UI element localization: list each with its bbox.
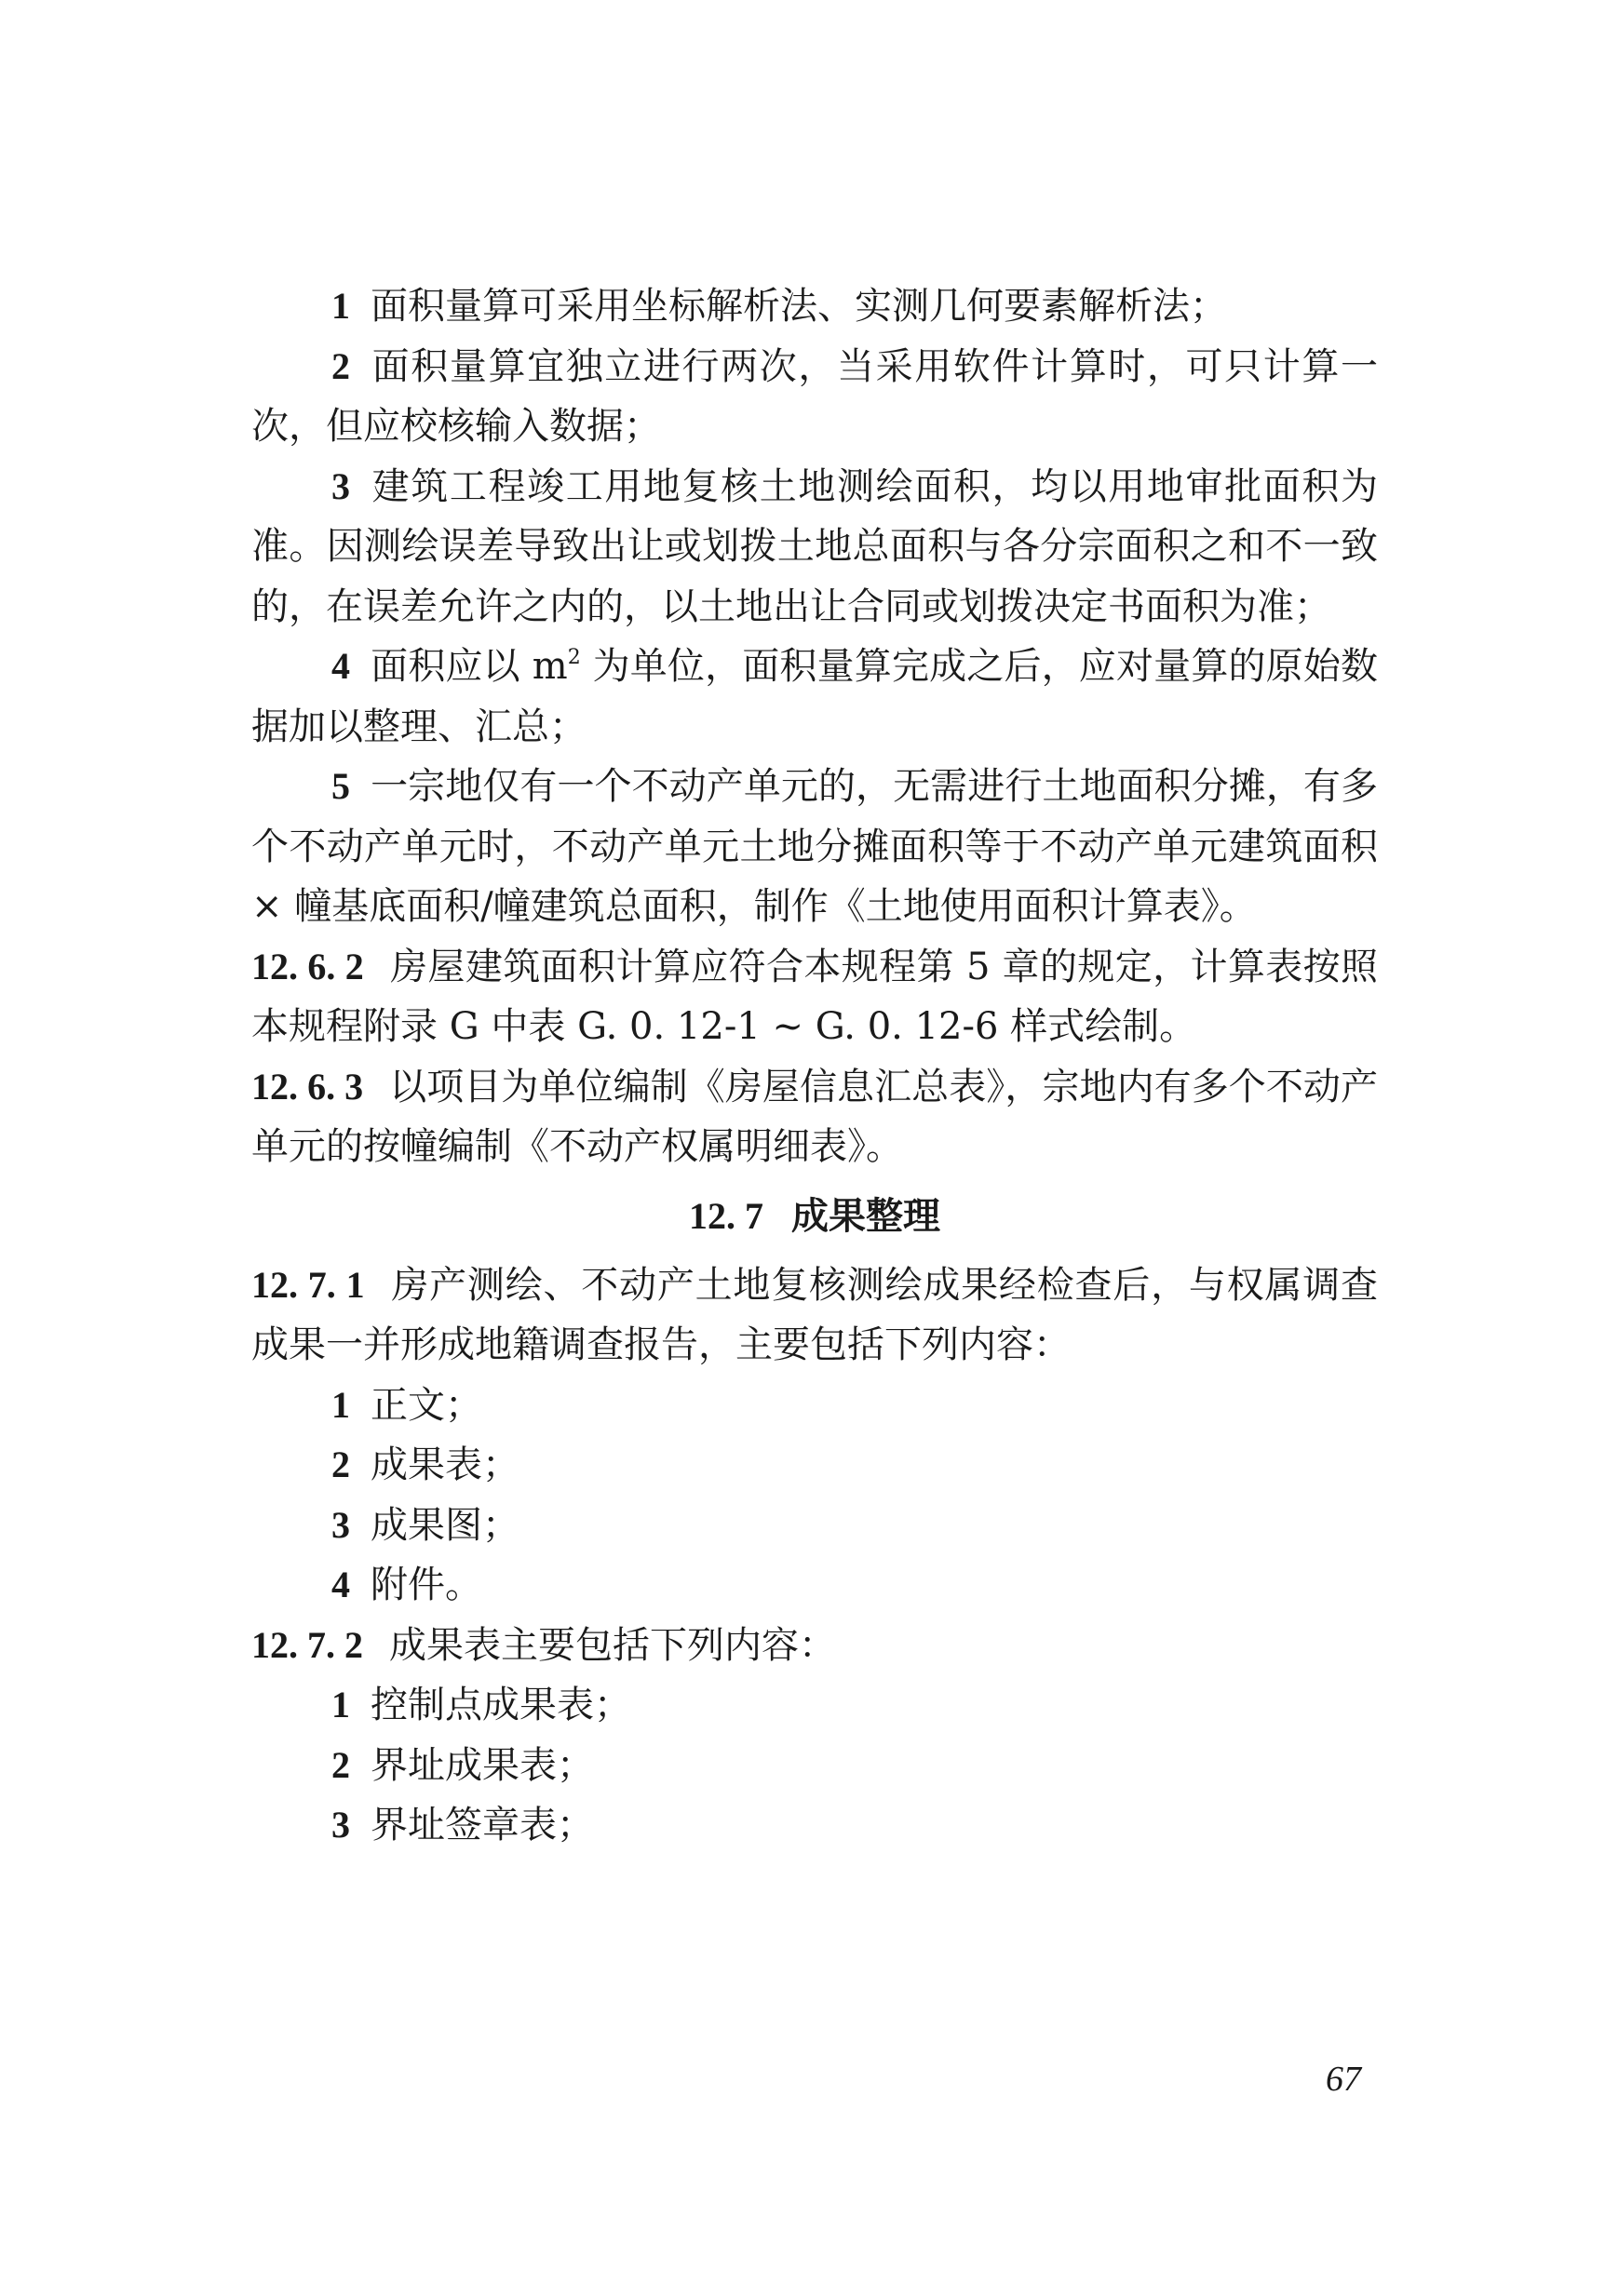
list-item	[251, 1555, 1378, 1616]
list-item	[251, 1675, 1378, 1736]
item-text: 附件。	[371, 1564, 482, 1606]
clause-12-7-2	[251, 1616, 1378, 1676]
clause-number: 12. 7. 2	[251, 1623, 363, 1666]
clause-12-7-1	[251, 1255, 1378, 1376]
item-number: 5	[331, 765, 350, 807]
item-number: 2	[331, 1443, 350, 1485]
item-text: 正文；	[371, 1383, 482, 1427]
superscript: 2	[567, 646, 581, 669]
item-text: 界址签章表；	[371, 1804, 594, 1846]
clause-text: 成果表主要包括下列内容：	[389, 1623, 836, 1667]
list-item	[251, 1795, 1378, 1856]
list-item	[251, 457, 1378, 638]
clause-number: 12. 7. 1	[251, 1263, 365, 1306]
list-item	[251, 276, 1378, 337]
item-number: 3	[331, 1503, 350, 1546]
section-title: 成果整理	[791, 1194, 940, 1238]
item-text: 控制点成果表；	[371, 1684, 631, 1726]
list-item	[251, 757, 1378, 937]
clause-12-6-2	[251, 937, 1378, 1057]
item-number: 1	[331, 1383, 350, 1426]
item-number: 2	[331, 344, 350, 387]
item-text: 成果表；	[371, 1443, 519, 1486]
item-text: 面积应以 m	[371, 645, 568, 688]
clause-12-6-3	[251, 1057, 1378, 1177]
list-item	[251, 337, 1378, 457]
list-item	[251, 1435, 1378, 1496]
item-text: 一宗地仅有一个不动产单元的，无需进行土地面积分摊，有多个不动产单元时，不动产单元土地分摊面积等于不动产单元建筑面积 × 幢基底面积/幢建筑总面积，制作《土地使用面积计算表》。	[251, 765, 1378, 928]
clause-number: 12. 6. 3	[251, 1065, 364, 1108]
item-text: 建筑工程竣工用地复核土地测绘面积，均以用地审批面积为准。因测绘误差导致出让或划拨土地总面积与各分宗面积之和不一致的，在误差允许之内的，以土地出让合同或划拨决定书面积为准；	[251, 464, 1378, 628]
item-number: 4	[331, 1564, 350, 1605]
item-text: 界址成果表；	[371, 1743, 594, 1787]
item-text: 面积量算宜独立进行两次，当采用软件计算时，可只计算一次，但应校核输入数据；	[251, 344, 1378, 448]
clause-text: 以项目为单位编制《房屋信息汇总表》，宗地内有多个不动产单元的按幢编制《不动产权属明细表》。	[251, 1065, 1379, 1168]
list-item	[251, 1736, 1378, 1796]
list-item	[251, 637, 1378, 757]
item-number: 3	[331, 464, 350, 507]
section-number: 12. 7	[689, 1194, 763, 1237]
item-number: 3	[331, 1804, 350, 1846]
document-body	[251, 276, 1378, 1856]
item-text: 成果图；	[371, 1503, 519, 1547]
list-item	[251, 1376, 1378, 1436]
clause-text: 房屋建筑面积计算应符合本规程第 5 章的规定，计算表按照本规程附录 G 中表 G. 0. 12-1 ~ G. 0. 12-6 样式绘制。	[251, 945, 1379, 1048]
item-number: 1	[331, 285, 350, 327]
list-item	[251, 1496, 1378, 1556]
item-number: 4	[331, 645, 350, 687]
item-text: 为单位，面积量算完成之后，应对量算的原始数据加以整理、汇总；	[251, 645, 1378, 748]
clause-number: 12. 6. 2	[251, 945, 364, 987]
item-text: 面积量算可采用坐标解析法、实测几何要素解析法；	[371, 285, 1227, 328]
item-number: 2	[331, 1743, 350, 1786]
clause-text: 房产测绘、不动产土地复核测绘成果经检查后，与权属调查成果一并形成地籍调查报告，主要包括下列内容：	[251, 1263, 1379, 1366]
page-number: 67	[1326, 2060, 1361, 2099]
item-number: 1	[331, 1684, 350, 1725]
section-heading	[251, 1187, 1378, 1246]
